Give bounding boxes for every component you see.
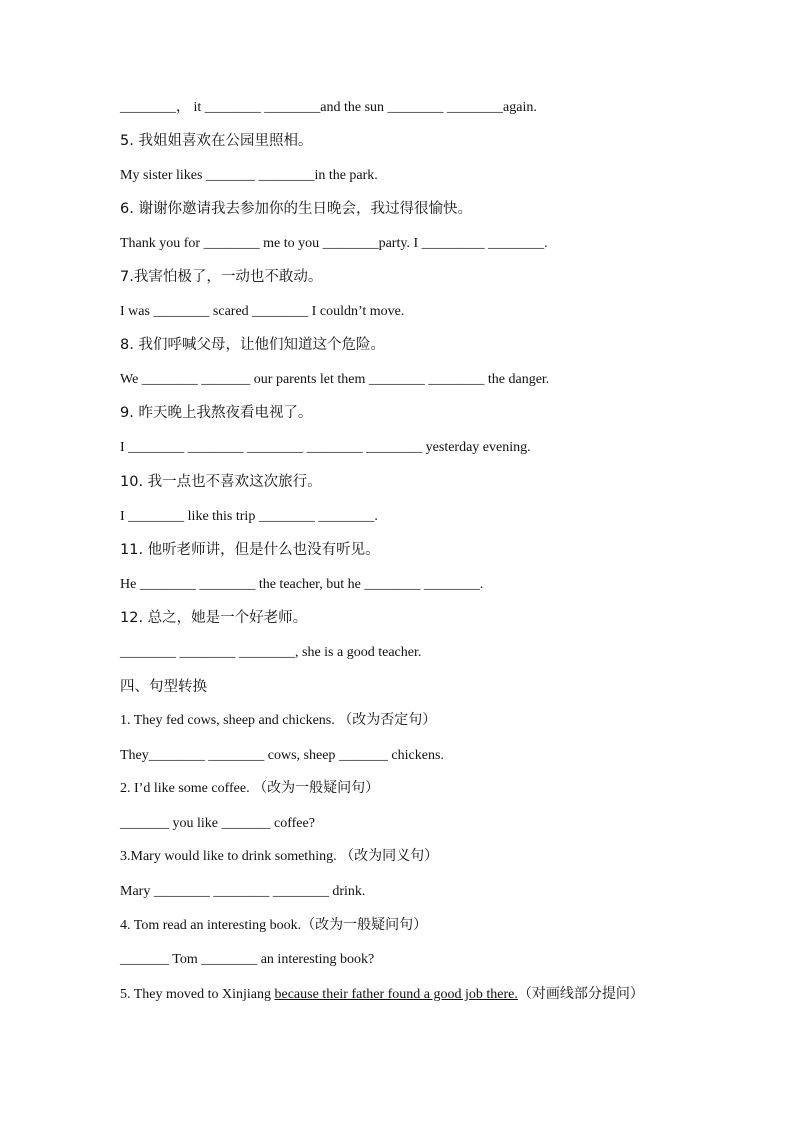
question-7-prompt: 7.我害怕极了，一动也不敢动。 <box>120 269 323 285</box>
question-11-answer-line: He ________ ________ the teacher, but he ________ ________. <box>120 577 484 592</box>
question-8-prompt: 8. 我们呼喊父母，让他们知道这个危险。 <box>120 337 385 353</box>
sentence-4-answer-line: ________， it ________ ________and the sun ________ ________again. <box>120 100 537 115</box>
transform-5-prefix: 5. They moved to Xinjiang <box>120 987 275 1002</box>
question-10-answer-line: I ________ like this trip ________ ________. <box>120 509 378 524</box>
question-6-prompt: 6. 谢谢你邀请我去参加你的生日晚会，我过得很愉快。 <box>120 201 472 217</box>
question-12-answer-line: ________ ________ ________, she is a good teacher. <box>120 645 422 660</box>
question-10-prompt: 10. 我一点也不喜欢这次旅行。 <box>120 474 322 490</box>
transform-2-prompt: 2. I’d like some coffee. （改为一般疑问句） <box>120 781 380 796</box>
transform-3-prompt: 3.Mary would like to drink something. （改为同义句） <box>120 849 439 864</box>
question-9-answer-line: I ________ ________ ________ ________ ________ yesterday evening. <box>120 440 531 455</box>
question-12-prompt: 12. 总之，她是一个好老师。 <box>120 610 308 626</box>
section-4-heading: 四、句型转换 <box>120 679 207 695</box>
transform-4-answer-line: _______ Tom ________ an interesting book? <box>120 952 375 967</box>
question-7-answer-line: I was ________ scared ________ I couldn’t move. <box>120 304 405 319</box>
transform-4-prompt: 4. Tom read an interesting book.（改为一般疑问句） <box>120 918 428 933</box>
question-8-answer-line: We ________ _______ our parents let them ________ ________ the danger. <box>120 372 550 387</box>
transform-1-answer-line: They________ ________ cows, sheep _______ chickens. <box>120 748 444 763</box>
question-9-prompt: 9. 昨天晚上我熬夜看电视了。 <box>120 405 313 421</box>
question-5-prompt: 5. 我姐姐喜欢在公园里照相。 <box>120 133 313 149</box>
question-5-answer-line: My sister likes _______ ________in the park. <box>120 168 378 183</box>
transform-5-instruction: （对画线部分提问） <box>517 987 644 1002</box>
transform-5-prompt <box>120 985 680 1005</box>
transform-3-answer-line: Mary ________ ________ ________ drink. <box>120 884 366 899</box>
question-11-prompt: 11. 他听老师讲，但是什么也没有听见。 <box>120 542 380 558</box>
transform-1-prompt: 1. They fed cows, sheep and chickens. （改为否定句） <box>120 713 437 728</box>
transform-5-underlined-part: because their father found a good job there. <box>274 987 518 1002</box>
transform-2-answer-line: _______ you like _______ coffee? <box>120 816 315 831</box>
question-6-answer-line: Thank you for ________ me to you ________party. I _________ ________. <box>120 236 548 251</box>
